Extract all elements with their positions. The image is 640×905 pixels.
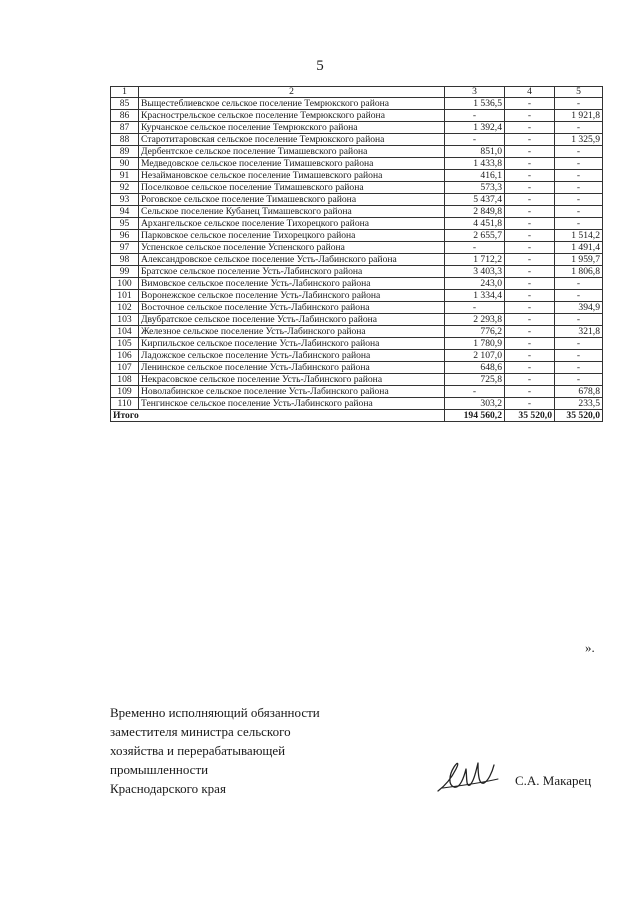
settlement-name: Краснострельское сельское поселение Темрюкского района: [139, 110, 445, 122]
table-row: [111, 134, 603, 146]
settlement-name: Братское сельское поселение Усть-Лабинского района: [139, 266, 445, 278]
table-row: [111, 398, 603, 410]
col4-value: -: [505, 158, 555, 170]
row-number: 88: [111, 134, 139, 146]
settlement-name: Успенское сельское поселение Успенского района: [139, 242, 445, 254]
col5-value: -: [555, 98, 603, 110]
col3-value: 5 437,4: [445, 194, 505, 206]
settlement-name: Ладожское сельское поселение Усть-Лабинского района: [139, 350, 445, 362]
col4-value: -: [505, 182, 555, 194]
table-header-row: [111, 87, 603, 98]
row-number: 101: [111, 290, 139, 302]
col5-value: 321,8: [555, 326, 603, 338]
col3-value: 648,6: [445, 362, 505, 374]
signature-title-line: промышленности: [110, 762, 209, 777]
col3-value: 1 536,5: [445, 98, 505, 110]
row-number: 93: [111, 194, 139, 206]
col5-value: -: [555, 290, 603, 302]
col4-value: -: [505, 110, 555, 122]
col3-value: 416,1: [445, 170, 505, 182]
row-number: 97: [111, 242, 139, 254]
col3-value: -: [445, 110, 505, 122]
row-number: 90: [111, 158, 139, 170]
settlement-name: Парковское сельское поселение Тихорецкого района: [139, 230, 445, 242]
col4-value: -: [505, 194, 555, 206]
table-row: [111, 98, 603, 110]
row-number: 96: [111, 230, 139, 242]
settlement-name: Александровское сельское поселение Усть-Лабинского района: [139, 254, 445, 266]
settlement-name: Архангельское сельское поселение Тихорецкого района: [139, 218, 445, 230]
col3-value: 1 780,9: [445, 338, 505, 350]
col3-value: 4 451,8: [445, 218, 505, 230]
col4-value: -: [505, 350, 555, 362]
row-number: 92: [111, 182, 139, 194]
closing-quote-mark: ».: [585, 640, 595, 655]
col5-value: -: [555, 206, 603, 218]
settlement-name: Дербентское сельское поселение Тимашевского района: [139, 146, 445, 158]
col5-value: 678,8: [555, 386, 603, 398]
col5-value: 1 921,8: [555, 110, 603, 122]
col5-value: 1 959,7: [555, 254, 603, 266]
col5-value: -: [555, 194, 603, 206]
row-number: 85: [111, 98, 139, 110]
col5-value: -: [555, 338, 603, 350]
col5-value: 1 806,8: [555, 266, 603, 278]
col4-value: -: [505, 230, 555, 242]
header-cell: 1: [111, 87, 139, 98]
settlement-name: Тенгинское сельское поселение Усть-Лабинского района: [139, 398, 445, 410]
col4-value: -: [505, 374, 555, 386]
row-number: 110: [111, 398, 139, 410]
col4-value: -: [505, 338, 555, 350]
col4-value: -: [505, 290, 555, 302]
header-cell: 4: [505, 87, 555, 98]
row-number: 100: [111, 278, 139, 290]
settlement-name: Сельское поселение Кубанец Тимашевского района: [139, 206, 445, 218]
settlement-name: Двубратское сельское поселение Усть-Лабинского района: [139, 314, 445, 326]
col3-value: 2 107,0: [445, 350, 505, 362]
table-row: [111, 218, 603, 230]
col5-value: -: [555, 158, 603, 170]
col4-value: -: [505, 386, 555, 398]
total-col4: 35 520,0: [505, 410, 555, 422]
col3-value: -: [445, 134, 505, 146]
settlement-name: Курчанское сельское поселение Темрюкского района: [139, 122, 445, 134]
col4-value: -: [505, 314, 555, 326]
col5-value: 1 325,9: [555, 134, 603, 146]
col4-value: -: [505, 326, 555, 338]
row-number: 108: [111, 374, 139, 386]
row-number: 107: [111, 362, 139, 374]
col3-value: 573,3: [445, 182, 505, 194]
settlement-name: Новолабинское сельское поселение Усть-Лабинского района: [139, 386, 445, 398]
col4-value: -: [505, 398, 555, 410]
total-label: Итого: [111, 410, 445, 422]
col4-value: -: [505, 242, 555, 254]
signature-title: [110, 703, 320, 798]
table-row: [111, 290, 603, 302]
col4-value: -: [505, 206, 555, 218]
table-row: [111, 338, 603, 350]
col5-value: -: [555, 218, 603, 230]
col3-value: 2 655,7: [445, 230, 505, 242]
col3-value: 243,0: [445, 278, 505, 290]
settlement-name: Выщестеблиевское сельское поселение Темрюкского района: [139, 98, 445, 110]
settlement-name: Некрасовское сельское поселение Усть-Лабинского района: [139, 374, 445, 386]
settlement-name: Восточное сельское поселение Усть-Лабинского района: [139, 302, 445, 314]
col3-value: 3 403,3: [445, 266, 505, 278]
signature-title-line: хозяйства и перерабатывающей: [110, 743, 286, 758]
col5-value: 394,9: [555, 302, 603, 314]
table-row: [111, 146, 603, 158]
page-number: 5: [316, 58, 324, 74]
col3-value: 1 712,2: [445, 254, 505, 266]
col5-value: -: [555, 350, 603, 362]
row-number: 105: [111, 338, 139, 350]
row-number: 99: [111, 266, 139, 278]
row-number: 87: [111, 122, 139, 134]
col5-value: -: [555, 122, 603, 134]
col4-value: -: [505, 146, 555, 158]
table-row: [111, 254, 603, 266]
row-number: 91: [111, 170, 139, 182]
row-number: 103: [111, 314, 139, 326]
col5-value: -: [555, 314, 603, 326]
header-cell: 2: [139, 87, 445, 98]
allocation-table: [110, 86, 603, 422]
table-row: [111, 386, 603, 398]
col3-value: 1 334,4: [445, 290, 505, 302]
table-row: [111, 350, 603, 362]
col4-value: -: [505, 278, 555, 290]
table-row: [111, 110, 603, 122]
table-row: [111, 242, 603, 254]
signature-title-line: заместителя министра сельского: [110, 724, 291, 739]
row-number: 89: [111, 146, 139, 158]
table-body: [111, 98, 603, 410]
row-number: 109: [111, 386, 139, 398]
signer-name: С.А. Макарец: [515, 773, 592, 788]
row-number: 106: [111, 350, 139, 362]
settlement-name: Железное сельское поселение Усть-Лабинского района: [139, 326, 445, 338]
table-row: [111, 362, 603, 374]
col5-value: -: [555, 170, 603, 182]
row-number: 95: [111, 218, 139, 230]
row-number: 102: [111, 302, 139, 314]
table-row: [111, 122, 603, 134]
settlement-name: Медведовское сельское поселение Тимашевского района: [139, 158, 445, 170]
table-row: [111, 278, 603, 290]
col4-value: -: [505, 122, 555, 134]
settlement-name: Вимовское сельское поселение Усть-Лабинского района: [139, 278, 445, 290]
header-cell: 3: [445, 87, 505, 98]
col3-value: 1 392,4: [445, 122, 505, 134]
total-col5: 35 520,0: [555, 410, 603, 422]
table-row: [111, 170, 603, 182]
table-row: [111, 374, 603, 386]
col3-value: 1 433,8: [445, 158, 505, 170]
col3-value: 851,0: [445, 146, 505, 158]
col4-value: -: [505, 302, 555, 314]
row-number: 86: [111, 110, 139, 122]
col3-value: -: [445, 386, 505, 398]
table-row: [111, 206, 603, 218]
col3-value: 725,8: [445, 374, 505, 386]
settlement-name: Кирпильское сельское поселение Усть-Лабинского района: [139, 338, 445, 350]
col3-value: 2 849,8: [445, 206, 505, 218]
col3-value: 2 293,8: [445, 314, 505, 326]
table-row: [111, 182, 603, 194]
col4-value: -: [505, 362, 555, 374]
handwritten-signature: [432, 755, 504, 799]
col5-value: -: [555, 362, 603, 374]
signature-title-line: Временно исполняющий обязанности: [110, 705, 320, 720]
total-col3: 194 560,2: [445, 410, 505, 422]
col5-value: -: [555, 374, 603, 386]
col3-value: 776,2: [445, 326, 505, 338]
col3-value: -: [445, 302, 505, 314]
settlement-name: Ленинское сельское поселение Усть-Лабинского района: [139, 362, 445, 374]
table-row: [111, 302, 603, 314]
col5-value: 233,5: [555, 398, 603, 410]
col4-value: -: [505, 98, 555, 110]
row-number: 98: [111, 254, 139, 266]
signature-title-line: Краснодарского края: [110, 781, 226, 796]
table-row: [111, 266, 603, 278]
col5-value: -: [555, 278, 603, 290]
settlement-name: Незаймановское сельское поселение Тимашевского района: [139, 170, 445, 182]
col3-value: -: [445, 242, 505, 254]
col5-value: 1 514,2: [555, 230, 603, 242]
total-row: [111, 410, 603, 422]
col3-value: 303,2: [445, 398, 505, 410]
table-row: [111, 158, 603, 170]
row-number: 94: [111, 206, 139, 218]
col4-value: -: [505, 266, 555, 278]
col5-value: -: [555, 146, 603, 158]
col4-value: -: [505, 254, 555, 266]
col4-value: -: [505, 134, 555, 146]
col4-value: -: [505, 218, 555, 230]
table-row: [111, 194, 603, 206]
table-row: [111, 326, 603, 338]
col4-value: -: [505, 170, 555, 182]
col5-value: -: [555, 182, 603, 194]
settlement-name: Роговское сельское поселение Тимашевского района: [139, 194, 445, 206]
row-number: 104: [111, 326, 139, 338]
table-row: [111, 230, 603, 242]
col5-value: 1 491,4: [555, 242, 603, 254]
settlement-name: Старотитаровская сельское поселение Темрюкского района: [139, 134, 445, 146]
settlement-name: Поселковое сельское поселение Тимашевского района: [139, 182, 445, 194]
table-row: [111, 314, 603, 326]
header-cell: 5: [555, 87, 603, 98]
settlement-name: Воронежское сельское поселение Усть-Лабинского района: [139, 290, 445, 302]
